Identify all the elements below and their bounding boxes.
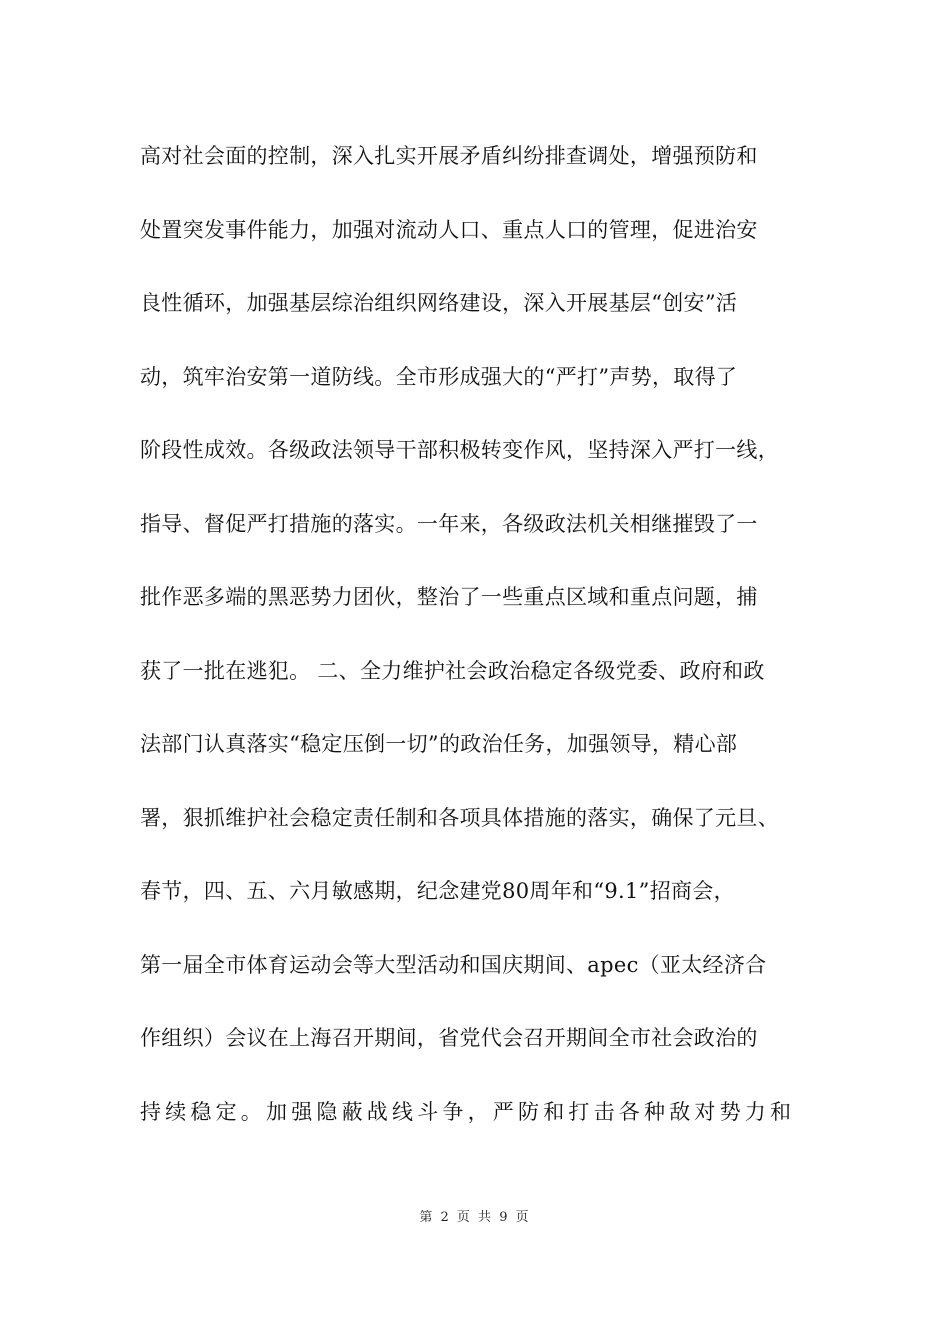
text-line: 持续稳定。加强隐蔽战线斗争，严防和打击各种敌对势力和 — [140, 1099, 796, 1124]
body-text — [140, 128, 820, 1157]
text-line: 法部门认真落实“稳定压倒一切”的政治任务，加强领导，精心部 — [140, 732, 738, 756]
text-line: 动，筑牢治安第一道防线。全市形成强大的“严打”声势，取得了 — [140, 364, 738, 389]
text-line: 署，狠抓维护社会稳定责任制和各项具体措施的落实，确保了元旦、 — [140, 805, 779, 830]
text-line: 阶段性成效。各级政法领导干部积极转变作风，坚持深入严打一线， — [140, 438, 779, 462]
text-line: 良性循环，加强基层综治组织网络建设，深入开展基层“创安”活 — [140, 291, 738, 315]
text-line: 获了一批在逃犯。 二、全力维护社会政治稳定各级党委、政府和政 — [140, 658, 765, 683]
text-line: 作组织）会议在上海召开期间，省党代会召开期间全市社会政治的 — [140, 1026, 758, 1050]
page-number-footer: 第 2 页 共 9 页 — [419, 1210, 531, 1225]
text-line: 指导、督促严打措施的落实。一年来，各级政法机关相继摧毁了一 — [140, 511, 758, 536]
text-line: 处置突发事件能力，加强对流动人口、重点人口的管理，促进治安 — [140, 217, 758, 242]
text-line: 批作恶多端的黑恶势力团伙，整治了一些重点区域和重点问题，捕 — [140, 585, 758, 609]
text-line: 春节，四、五、六月敏感期，纪念建党80周年和“9.1”招商会， — [140, 879, 735, 903]
text-line: 高对社会面的控制，深入扎实开展矛盾纠纷排查调处，增强预防和 — [140, 144, 758, 168]
text-line: 第一届全市体育运动会等大型活动和国庆期间、apec（亚太经济合 — [140, 952, 767, 977]
